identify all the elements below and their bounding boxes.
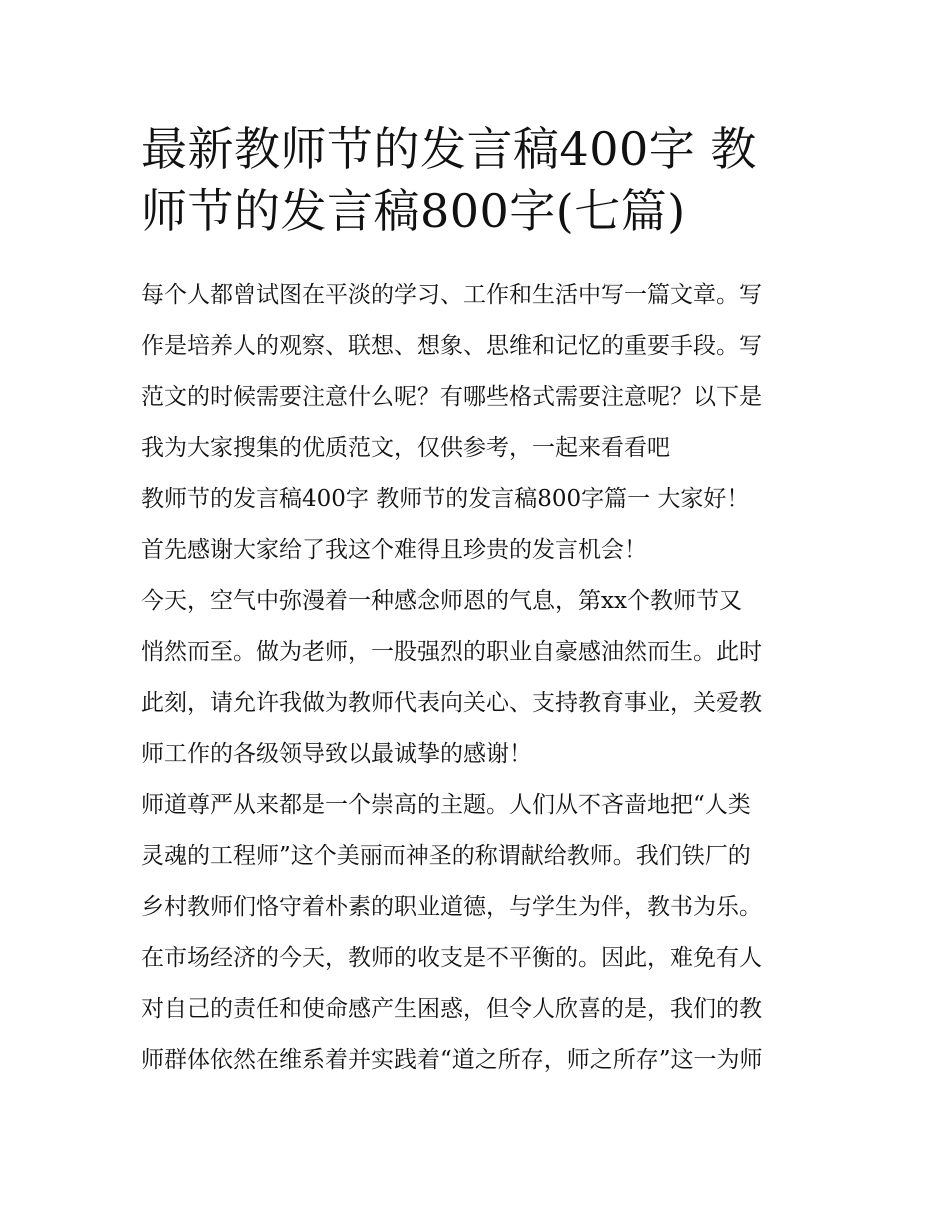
body-line: 首先感谢大家给了我这个难得且珍贵的发言机会！	[141, 537, 647, 563]
body-line: 师道尊严从来都是一个崇高的主题。人们从不吝啬地把“人类	[141, 792, 751, 818]
title-line: 师节的发言稿800字(七篇)	[141, 184, 686, 238]
document-title	[141, 118, 813, 242]
body-line: 在市场经济的今天，教师的收支是不平衡的。因此，难免有人	[141, 945, 762, 971]
body-line: 教师节的发言稿400字 教师节的发言稿800字篇一 大家好！	[141, 486, 750, 512]
body-line: 此刻，请允许我做为教师代表向关心、支持教育事业，关爱教	[141, 690, 762, 716]
body-line: 对自己的责任和使命感产生困惑，但令人欣喜的是，我们的教	[141, 996, 762, 1022]
body-line: 作是培养人的观察、联想、想象、思维和记忆的重要手段。写	[141, 333, 762, 359]
document-content	[141, 118, 813, 1086]
body-line: 乡村教师们恪守着朴素的职业道德，与学生为伴，教书为乐。	[141, 894, 762, 920]
body-line: 师群体依然在维系着并实践着“道之所存，师之所存”这一为师	[141, 1047, 763, 1073]
body-line: 师工作的各级领导致以最诚挚的感谢！	[141, 741, 532, 767]
body-line: 今天，空气中弥漫着一种感念师恩的气息，第xx个教师节又	[141, 588, 742, 614]
document-body	[141, 270, 813, 1086]
body-line: 悄然而至。做为老师，一股强烈的职业自豪感油然而生。此时	[141, 639, 762, 665]
body-line: 灵魂的工程师”这个美丽而神圣的称谓献给教师。我们铁厂的	[141, 843, 751, 869]
body-line: 范文的时候需要注意什么呢？有哪些格式需要注意呢？以下是	[141, 384, 762, 410]
body-line: 我为大家搜集的优质范文，仅供参考，一起来看看吧	[141, 435, 670, 461]
body-line: 每个人都曾试图在平淡的学习、工作和生活中写一篇文章。写	[141, 282, 762, 308]
title-line: 最新教师节的发言稿400字 教	[141, 122, 757, 176]
